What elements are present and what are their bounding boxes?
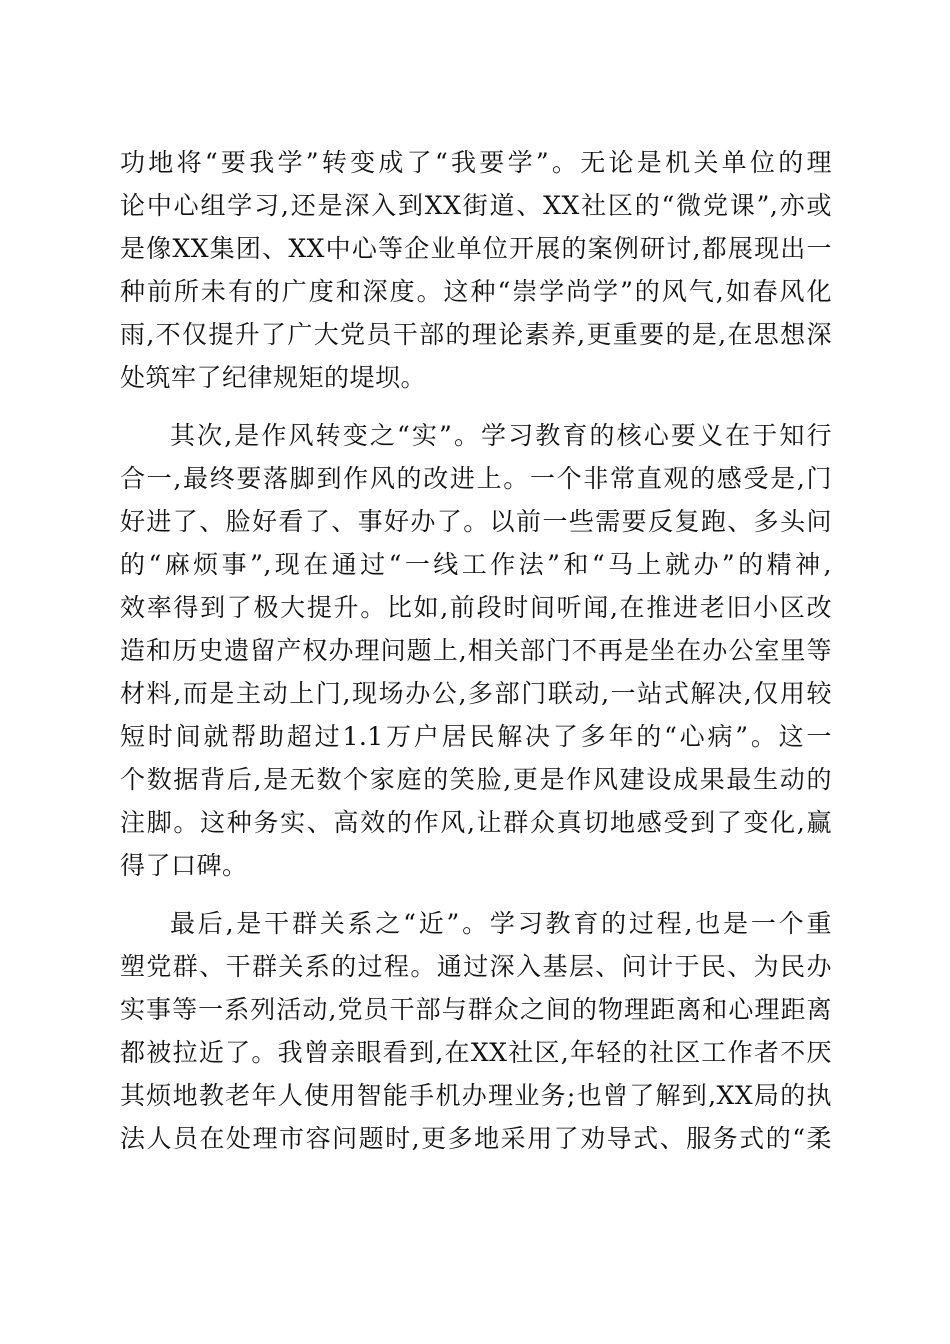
text-line: 实事等一系列活动,党员干部与群众之间的物理距离和心理距离 (120, 995, 832, 1024)
text-line: 个数据背后,是无数个家庭的笑脸,更是作风建设成果最生动的 (120, 765, 832, 794)
text-line: 其烦地教老年人使用智能手机办理业务;也曾了解到,XX局的执 (120, 1081, 832, 1110)
text-line: 论中心组学习,还是深入到XX街道、XX社区的“微党课”,亦或 (120, 191, 832, 220)
text-line: 效率得到了极大提升。比如,前段时间听闻,在推进老旧小区改 (120, 593, 832, 622)
text-line: 合一,最终要落脚到作风的改进上。一个非常直观的感受是,门 (120, 464, 832, 493)
text-line: 塑党群、干群关系的过程。通过深入基层、问计于民、为民办 (120, 952, 832, 981)
text-line: 功地将“要我学”转变成了“我要学”。无论是机关单位的理 (120, 148, 832, 177)
text-line: 雨,不仅提升了广大党员干部的理论素养,更重要的是,在思想深 (120, 320, 832, 349)
paragraph-first-line: 最后,是干群关系之“近”。学习教育的过程,也是一个重 (170, 909, 832, 938)
paragraph-first-line: 其次,是作风转变之“实”。学习教育的核心要义在于知行 (170, 421, 832, 450)
text-line: 是像XX集团、XX中心等企业单位开展的案例研讨,都展现出一 (120, 234, 832, 263)
text-line: 造和历史遗留产权办理问题上,相关部门不再是坐在办公室里等 (120, 636, 832, 665)
text-line: 种前所未有的广度和深度。这种“崇学尚学”的风气,如春风化 (120, 277, 832, 306)
text-line: 注脚。这种务实、高效的作风,让群众真切地感受到了变化,赢 (120, 808, 832, 837)
text-line: 材料,而是主动上门,现场办公,多部门联动,一站式解决,仅用较 (120, 679, 832, 708)
text-line: 处筑牢了纪律规矩的堤坝。 (120, 363, 427, 392)
text-line: 的“麻烦事”,现在通过“一线工作法”和“马上就办”的精神, (120, 550, 832, 579)
text-line: 都被拉近了。我曾亲眼看到,在XX社区,年轻的社区工作者不厌 (120, 1038, 832, 1067)
text-line: 好进了、脸好看了、事好办了。以前一些需要反复跑、多头问 (120, 507, 832, 536)
text-line: 法人员在处理市容问题时,更多地采用了劝导式、服务式的“柔 (120, 1124, 832, 1153)
text-line: 得了口碑。 (120, 851, 248, 880)
text-line: 短时间就帮助超过1.1万户居民解决了多年的“心病”。这一 (120, 722, 832, 751)
